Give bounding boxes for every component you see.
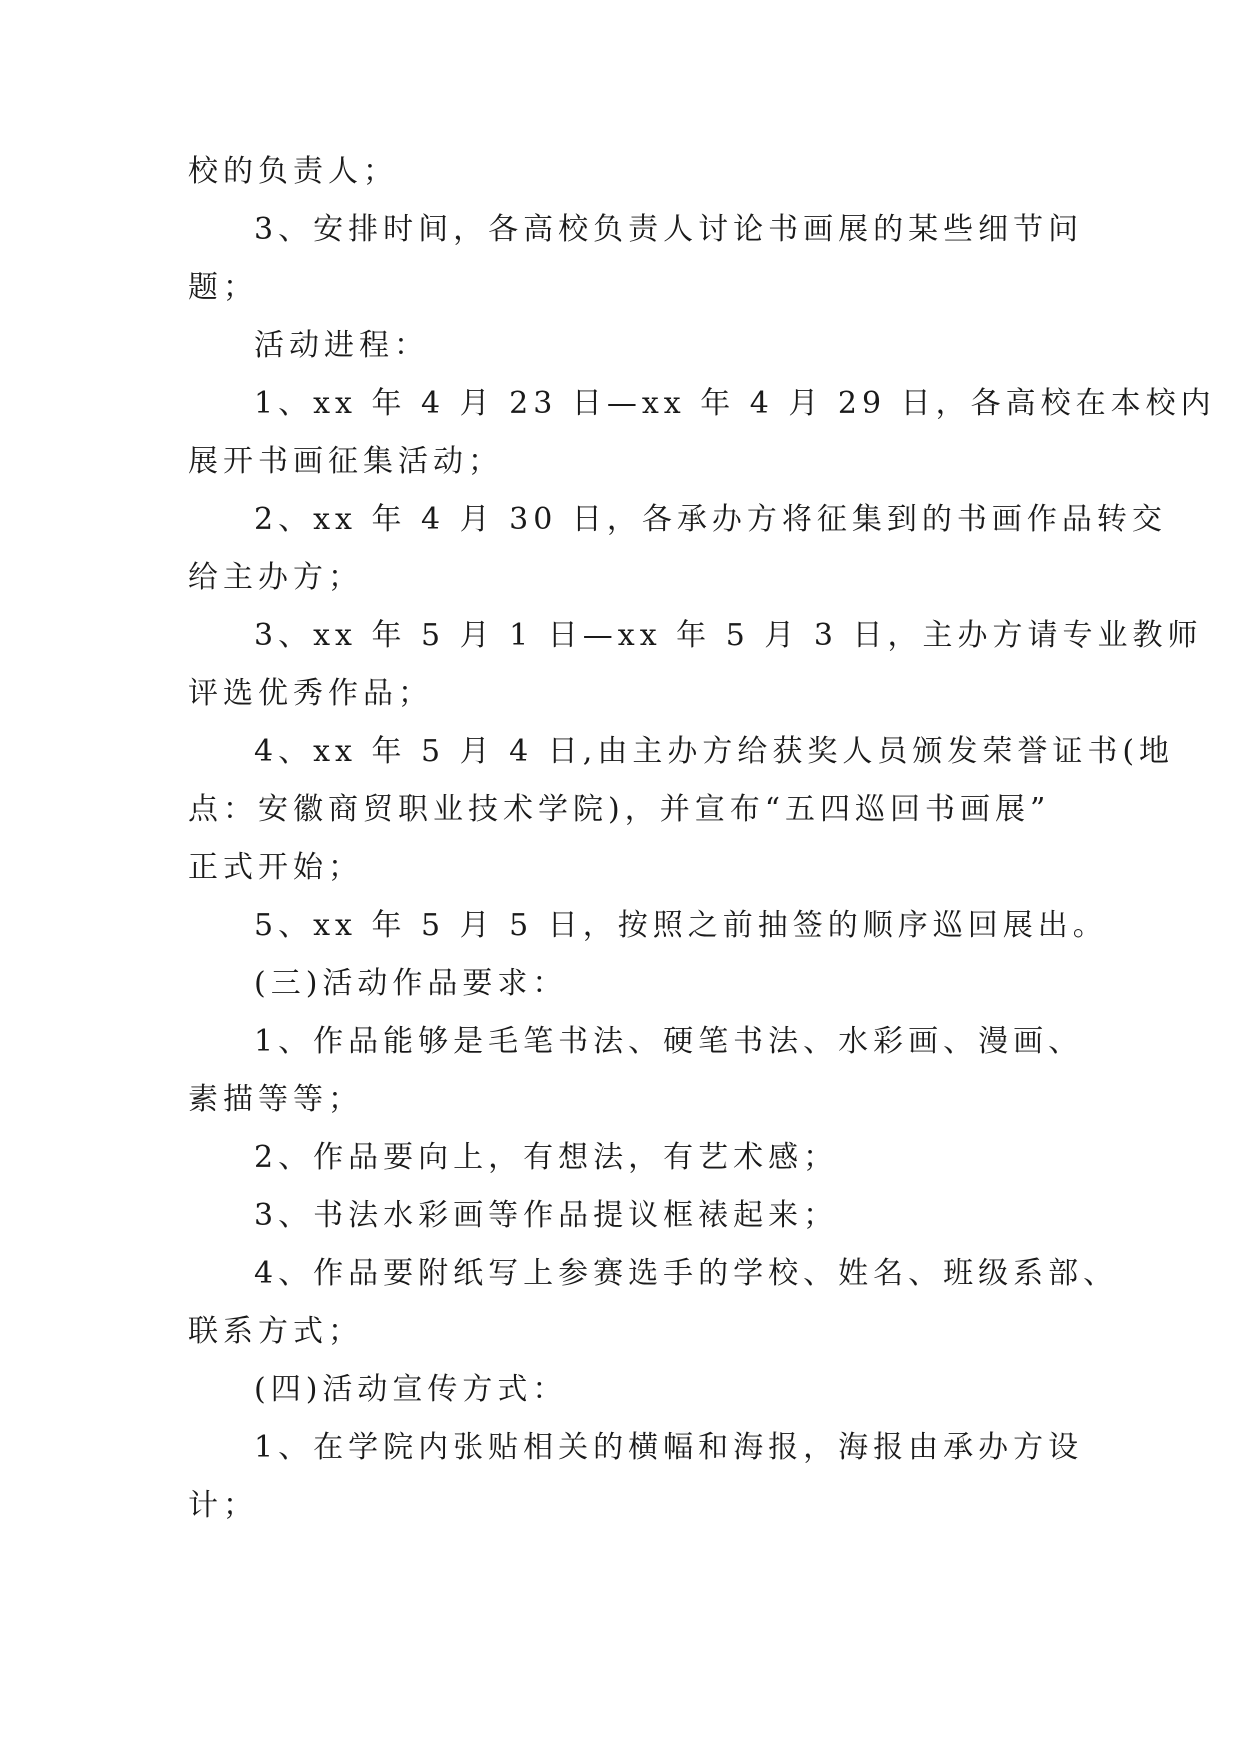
text-line: 正式开始； (188, 850, 363, 885)
text-line: 校的负责人； (188, 154, 398, 189)
text-line: 3、安排时间，各高校负责人讨论书画展的某些细节问 (254, 212, 1084, 247)
text-line: 1、在学院内张贴相关的横幅和海报，海报由承办方设 (254, 1430, 1084, 1465)
section-heading: (四)活动宣传方式： (254, 1372, 568, 1407)
text-line: 5、xx 年 5 月 5 日，按照之前抽签的顺序巡回展出。 (254, 908, 1108, 943)
text-line: 3、xx 年 5 月 1 日—xx 年 5 月 3 日，主办方请专业教师 (254, 618, 1203, 653)
text-line: 素描等等； (188, 1082, 363, 1117)
text-line: 1、作品能够是毛笔书法、硬笔书法、水彩画、漫画、 (254, 1024, 1084, 1059)
text-line: 4、作品要附纸写上参赛选手的学校、姓名、班级系部、 (254, 1256, 1119, 1291)
text-line: 联系方式； (188, 1314, 363, 1349)
text-line: 评选优秀作品； (188, 676, 433, 711)
text-line: 题； (188, 270, 258, 305)
text-line: 展开书画征集活动； (188, 444, 503, 479)
section-heading: (三)活动作品要求： (254, 966, 568, 1001)
text-line: 给主办方； (188, 560, 363, 595)
text-line: 2、作品要向上，有想法，有艺术感； (254, 1140, 839, 1175)
text-line: 2、xx 年 4 月 30 日，各承办方将征集到的书画作品转交 (254, 502, 1167, 537)
section-heading: 活动进程： (254, 328, 429, 363)
text-line: 计； (188, 1488, 258, 1523)
text-line: 1、xx 年 4 月 23 日—xx 年 4 月 29 日，各高校在本校内 (254, 386, 1216, 421)
text-line: 点：安徽商贸职业技术学院)，并宣布“五四巡回书画展” (188, 792, 1051, 827)
text-line: 4、xx 年 5 月 4 日,由主办方给获奖人员颁发荣誉证书(地 (254, 734, 1175, 769)
text-line: 3、书法水彩画等作品提议框裱起来； (254, 1198, 839, 1233)
